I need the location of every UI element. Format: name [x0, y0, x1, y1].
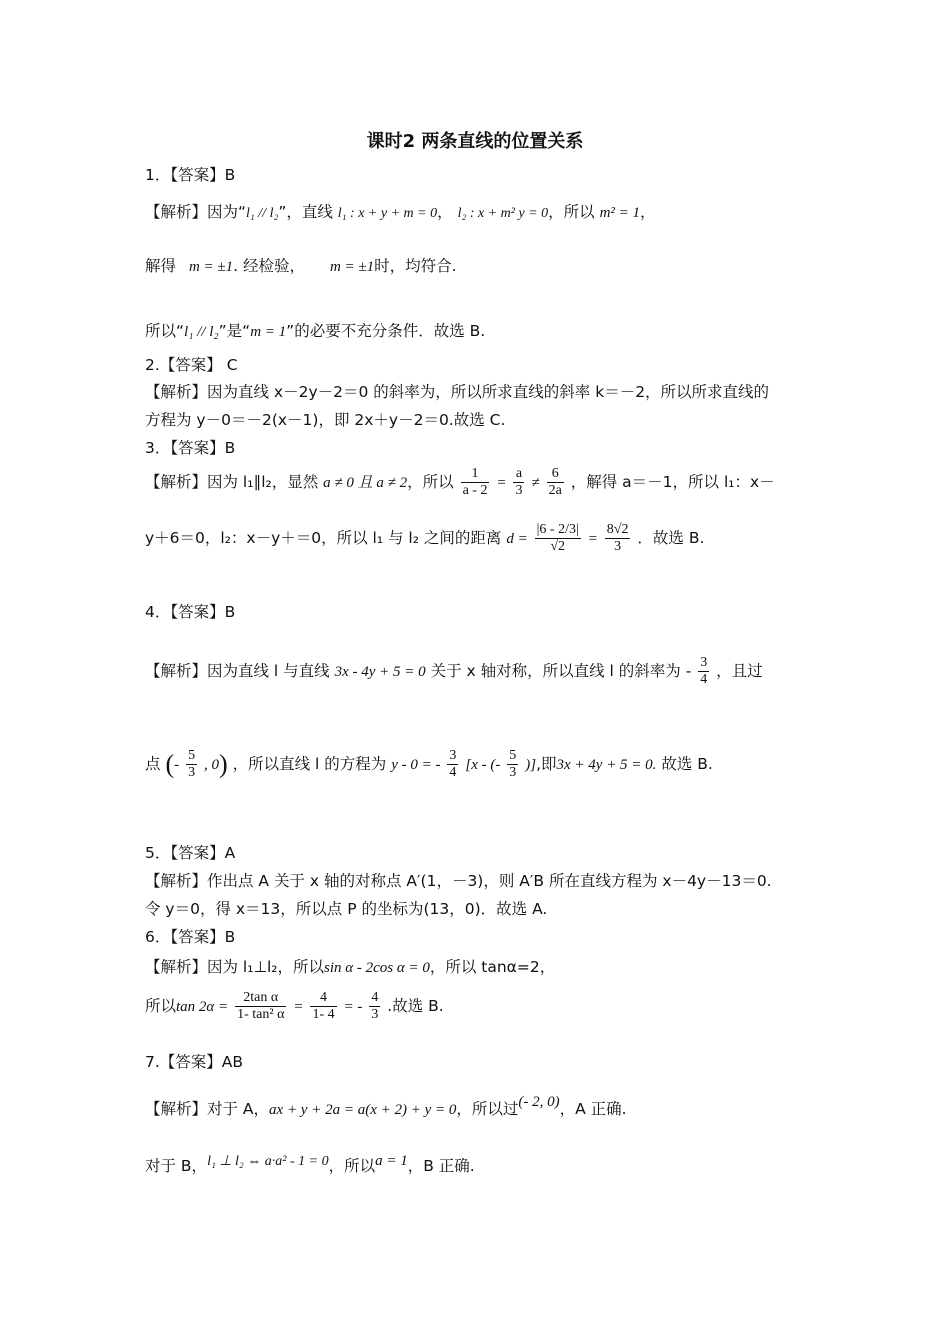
page-title: 课时2 两条直线的位置关系: [366, 131, 584, 152]
math: a ≠ 0 且 a ≠ 2: [323, 475, 408, 491]
denominator: 1- tan² α: [237, 1007, 285, 1022]
math: sin α - 2cos α = 0: [323, 960, 430, 976]
math: l₁ : x + y + m = 0: [337, 206, 438, 221]
q2-answer: 2.【答案】 C: [145, 356, 238, 374]
numerator: 5: [509, 748, 517, 763]
text: ，解得 a＝－1，所以 l₁：x－: [570, 473, 775, 491]
q2-analysis-line1: 【解析】因为直线 x－2y－2＝0 的斜率为，所以所求直线的斜率 k＝－2，所以所求直线的: [145, 383, 770, 401]
q5-analysis-line1: 【解析】作出点 A 关于 x 轴的对称点 A′(1，－3)，则 A′B 所在直线方程为 x－4y－13＝0.: [145, 872, 772, 890]
q6-analysis-line1: [145, 955, 555, 977]
text: ，所以过: [456, 1100, 519, 1118]
q4-analysis-line1: [145, 655, 763, 688]
math: m² = 1: [599, 205, 641, 221]
numerator: 3: [700, 655, 708, 670]
q5-answer: 5．【答案】A: [145, 844, 236, 862]
math: =: [293, 999, 304, 1015]
text: ，所以: [548, 203, 595, 221]
text: 【解析】因为 l₁⊥l₂，所以: [145, 958, 324, 976]
fraction: [535, 522, 581, 555]
math: 3x + 4y + 5 = 0.: [556, 757, 657, 773]
math: l₁ ⊥ l₂ ⇔ a·a² - 1 = 0: [207, 1154, 329, 1169]
math: , 0: [204, 757, 219, 773]
text: ，所以直线 l 的方程为: [232, 755, 392, 773]
math: ax + y + 2a = a(x + 2) + y = 0: [269, 1102, 457, 1118]
numerator: 8√2: [606, 522, 629, 537]
paren-open: (: [165, 749, 175, 779]
numerator: 2tan α: [235, 990, 286, 1007]
text: ”，直线: [278, 203, 333, 221]
math: m = ±1: [329, 259, 375, 275]
q7-analysis-line1: [145, 1094, 627, 1119]
text: ，所以: [407, 473, 454, 491]
denominator: 3: [371, 1007, 379, 1022]
math: 3x - 4y + 5 = 0: [334, 664, 426, 680]
text: 对于 B，: [145, 1157, 208, 1175]
text: ，且过: [716, 662, 763, 680]
denominator: 2a: [548, 483, 562, 498]
text: 点: [145, 755, 161, 773]
denominator: √2: [550, 539, 566, 554]
q3-analysis-line1: [145, 466, 775, 499]
fraction: [186, 748, 197, 781]
numerator: 6: [547, 466, 564, 483]
numerator: 4: [310, 990, 336, 1007]
q6-analysis-line2: [145, 990, 444, 1023]
text: .故选 B.: [387, 997, 444, 1015]
text: 故选 B.: [656, 755, 713, 773]
text: 【解析】因为直线 l 与直线: [145, 662, 335, 680]
fraction: [310, 990, 336, 1023]
numerator: |6 - 2/3|: [536, 522, 579, 537]
text: ,即: [536, 755, 557, 773]
fraction: [698, 655, 709, 688]
text: ”的必要不充分条件．故选 B.: [286, 322, 486, 340]
math: l₁ // l₂: [184, 324, 219, 340]
math: l₁ // l₂: [246, 206, 279, 221]
math: a = 1: [375, 1153, 408, 1169]
math: y - 0 = -: [391, 757, 441, 773]
fraction: [447, 748, 458, 781]
text: 【解析】因为“: [145, 203, 247, 221]
math: m = 1: [250, 324, 287, 340]
fraction: [513, 466, 524, 499]
fraction: [507, 748, 518, 781]
denominator: 3: [614, 539, 622, 554]
math: d =: [506, 531, 528, 547]
text: 关于 x 轴对称，所以直线 l 的斜率为 -: [425, 662, 692, 680]
fraction: [369, 990, 380, 1023]
text: 【解析】对于 A，: [145, 1100, 270, 1118]
math: (- 2, 0): [518, 1094, 560, 1110]
fraction: [461, 466, 490, 499]
denominator: 4: [449, 765, 457, 780]
denominator: 3: [188, 765, 196, 780]
math: tan 2α =: [176, 999, 229, 1015]
text: ，所以 tanα=2，: [429, 958, 556, 976]
text: 时，均符合.: [374, 257, 457, 275]
math: l₂ : x + m² y = 0: [457, 206, 549, 221]
text: ，A 正确.: [559, 1100, 627, 1118]
text: ”是“: [218, 322, 251, 340]
q4-analysis-line2: [145, 748, 713, 781]
text: 解得: [145, 257, 177, 275]
q1-answer: 1．【答案】B: [145, 166, 236, 184]
q3-analysis-line2: [145, 522, 704, 555]
q5-analysis-line2: 令 y＝0，得 x＝13，所以点 P 的坐标为(13，0)．故选 A.: [145, 900, 548, 918]
text: 所以: [145, 997, 177, 1015]
text: y＋6＝0，l₂：x－y＋＝0，所以 l₁ 与 l₂ 之间的距离: [145, 529, 507, 547]
numerator: a: [513, 466, 524, 483]
q3-answer: 3．【答案】B: [145, 439, 236, 457]
text: . 经检验，: [233, 257, 305, 275]
paren-close: ): [219, 749, 228, 779]
q7-answer: 7.【答案】AB: [145, 1053, 244, 1071]
math: =: [587, 531, 598, 547]
q6-answer: 6．【答案】B: [145, 928, 236, 946]
fraction: [235, 990, 286, 1023]
text: ，: [640, 203, 656, 221]
q1-analysis-line1: [145, 200, 656, 222]
fraction: [547, 466, 564, 499]
q4-answer: 4．【答案】B: [145, 603, 236, 621]
q1-analysis-line2: [145, 254, 457, 276]
math: )]: [525, 757, 537, 773]
text: 所以“: [145, 322, 185, 340]
fraction: [605, 522, 631, 555]
denominator: 3: [509, 765, 517, 780]
math: = -: [343, 999, 363, 1015]
denominator: 1- 4: [312, 1007, 335, 1022]
text: ，B 正确.: [407, 1157, 475, 1175]
numerator: 3: [449, 748, 457, 763]
math: =: [496, 475, 507, 491]
denominator: a - 2: [462, 483, 488, 498]
q7-analysis-line2: [145, 1153, 475, 1176]
q2-analysis-line2: 方程为 y－0＝－2(x－1)，即 2x＋y－2＝0.故选 C.: [145, 411, 506, 429]
math: m = ±1: [188, 259, 234, 275]
denominator: 3: [515, 483, 523, 498]
numerator: 1: [461, 466, 490, 483]
numerator: 4: [371, 990, 379, 1005]
math: [x - (-: [465, 757, 501, 773]
text: ，所以: [328, 1157, 376, 1175]
text: ．故选 B.: [637, 529, 705, 547]
q1-analysis-line3: [145, 319, 485, 341]
math: ≠: [531, 475, 540, 491]
text: ，: [437, 203, 453, 221]
text: 【解析】因为 l₁∥l₂，显然: [145, 473, 324, 491]
numerator: 5: [188, 748, 196, 763]
math: -: [174, 757, 180, 773]
denominator: 4: [700, 672, 708, 687]
